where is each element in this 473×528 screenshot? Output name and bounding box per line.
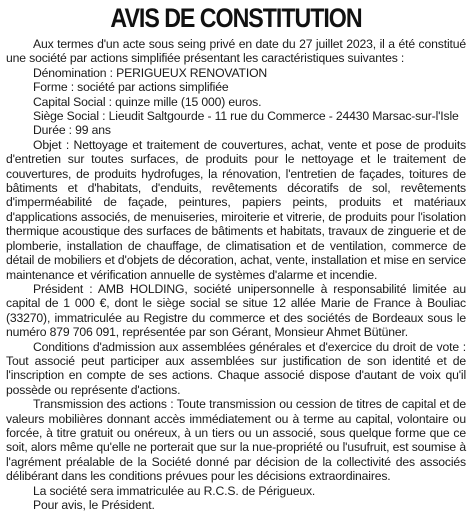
signature-line: Pour avis, le Président. xyxy=(33,498,155,512)
siege-line: Siège Social : Lieudit Saltgourde - 11 rue du Commerce - 24430 Marsac-sur-l'Isle xyxy=(33,109,459,124)
notice-title: AVIS DE CONSTITUTION xyxy=(110,3,362,33)
capital-line: Capital Social : quinze mille (15 000) euros. xyxy=(33,94,262,109)
transmission-paragraph: Transmission des actions : Toute transmission ou cession de titres de capital et de valeurs mobilières donnant accès immédiatement ou à terme au capital, volontaire ou forcée, à titre gratuit ou onéreux, à un tiers ou un associé, sous quelque forme que ce soit, alors même qu'elle ne porterait que sur la nue-propriété ou l'usufruit, est soumise à l'agrément préalable de la Société donné par décision de la collectivité des associés délibérant dans les conditions prévues pour les décisions extraordinaires. xyxy=(6,397,466,484)
objet-paragraph: Objet : Nettoyage et traitement de couvertures, achat, vente et pose de produits d'entretien sur toutes surfaces, de produits pour le nettoyage et le traitement de couvertures, de produits hydrofuges, la rénovation, l'entretien de façades, toitures de bâtiments et d'habitats, d'enduits, revêtements décoratifs de sol, revêtements d'imperméabilité de façade, peintures, papiers peints, produits et matériaux d'applications associés, de menuiseries, miroiterie et vitrerie, de produits pour l'isolation thermique acoustique des surfaces de bâtiments et habitats, travaux de zinguerie et de plomberie, installation de chauffage, de climatisation et de ventilation, commerce de détail de mobiliers et d'objets de décoration, achat, vente, installation et mise en service maintenance et vérification annuelle de systèmes d'alarme et incendie. xyxy=(6,137,466,282)
denomination-line: Dénomination : PERIGUEUX RENOVATION xyxy=(33,65,268,80)
duree-line: Durée : 99 ans xyxy=(33,123,111,138)
forme-line: Forme : société par actions simplifiée xyxy=(33,80,229,95)
intro-paragraph: Aux termes d'un acte sous seing privé en date du 27 juillet 2023, il a été constitué une société par actions simplifiée présentant les caractéristiques suivantes : xyxy=(6,37,466,66)
immatriculation-line: La société sera immatriculée au R.C.S. de Périgueux. xyxy=(33,483,316,498)
notice-body xyxy=(6,37,466,512)
conditions-paragraph: Conditions d'admission aux assemblées générales et d'exercice du droit de vote : Tout associé peut participer aux assemblées sur justification de son identité et de l'inscription en compte de ses actions. Chaque associé dispose d'autant de voix qu'il possède ou représente d'actions. xyxy=(6,339,466,397)
president-paragraph: Président : AMB HOLDING, société unipersonnelle à responsabilité limitée au capital de 1 000 €, dont le siège social se situe 12 allée Marie de France à Bouliac (33270), immatriculée au Registre du commerce et des sociétés de Bordeaux sous le numéro 879 706 091, représentée par son Gérant, Monsieur Ahmet Bütüner. xyxy=(6,281,466,340)
